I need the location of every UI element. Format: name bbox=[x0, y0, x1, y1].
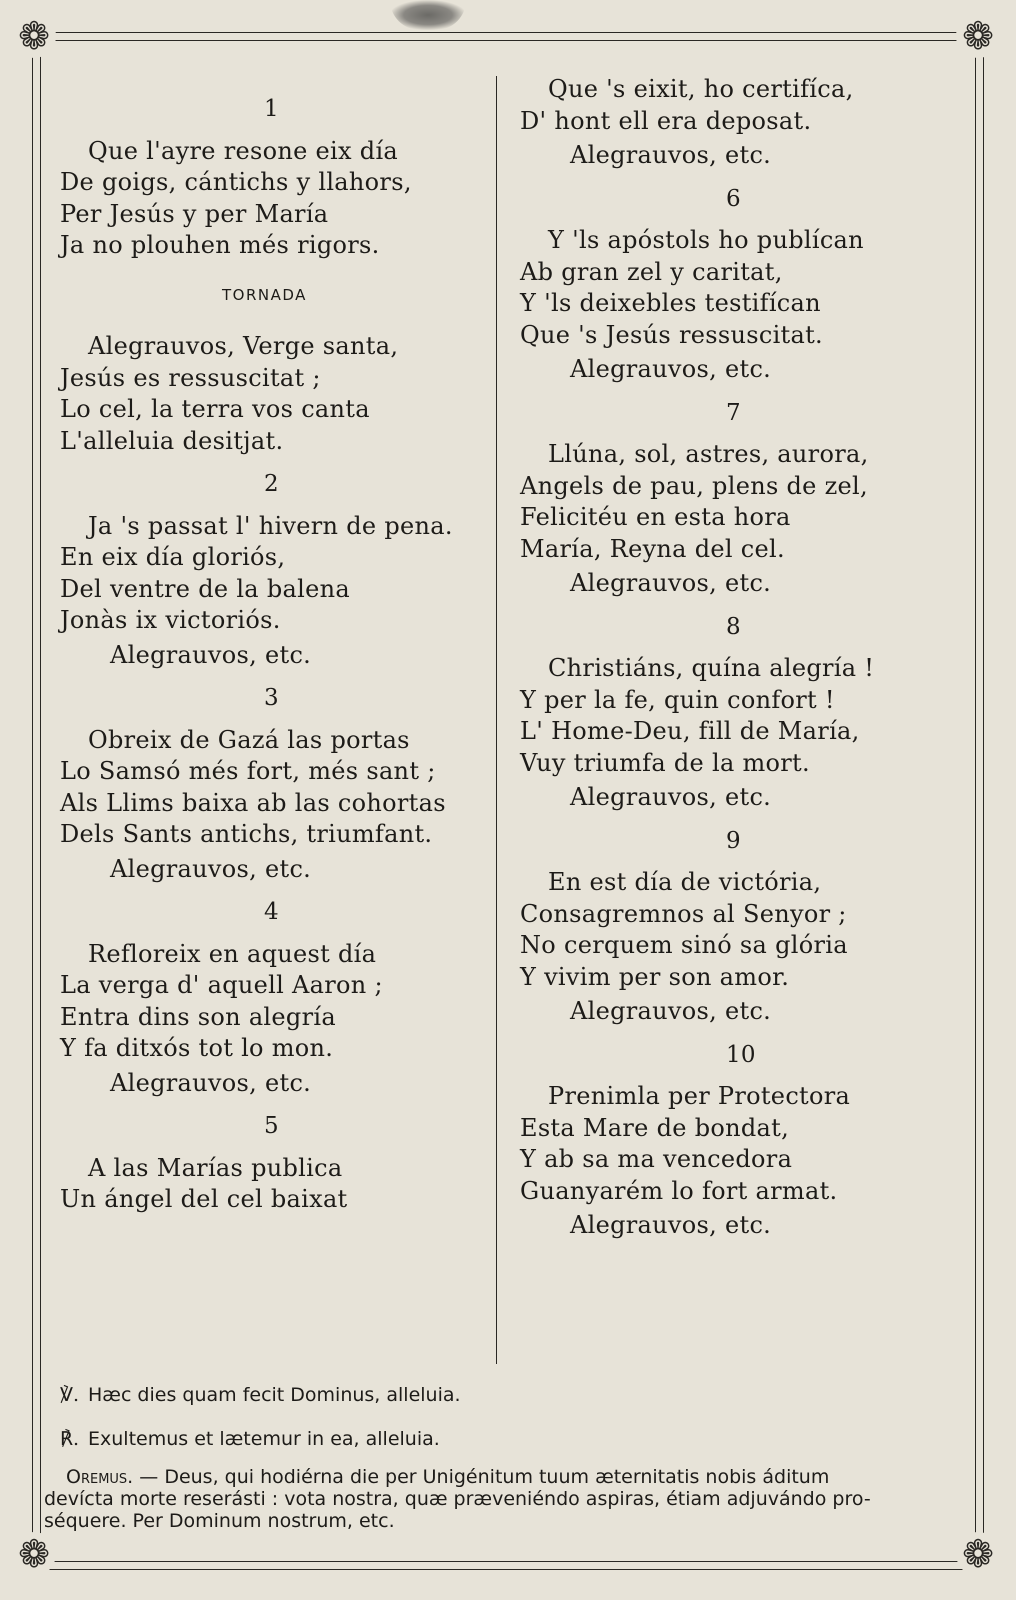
column-divider bbox=[496, 76, 497, 1364]
verse-lines bbox=[60, 136, 460, 262]
verse-line: María, Reyna del cel. bbox=[520, 534, 785, 563]
verse-block bbox=[60, 469, 460, 671]
response bbox=[60, 1428, 960, 1450]
verse-line: Christiáns, quína alegría ! bbox=[548, 654, 875, 682]
verse-block bbox=[60, 897, 460, 1099]
verse-line: Y per la fe, quin confort ! bbox=[520, 685, 835, 714]
verse-line: Y vivim per son amor. bbox=[520, 962, 790, 991]
chorus-refrain: Alegrauvos, etc. bbox=[570, 997, 772, 1025]
verse-line: D' hont ell era deposat. bbox=[520, 106, 812, 135]
chorus-refrain: Alegrauvos, etc. bbox=[570, 355, 772, 383]
verse-number: 6 bbox=[726, 185, 741, 212]
verse-line: Vuy triumfa de la mort. bbox=[520, 748, 810, 777]
oremus-line: devícta morte reserásti : vota nostra, quæ præveniéndo aspiras, étiam adjuvándo pro- bbox=[44, 1488, 871, 1510]
verse-line: Llúna, sol, astres, aurora, bbox=[548, 440, 869, 468]
verse-lines bbox=[60, 331, 460, 457]
oremus-label: Oremus. bbox=[66, 1466, 134, 1488]
verse-line: A las Marías publica bbox=[88, 1153, 343, 1182]
verse-lines bbox=[520, 1081, 890, 1207]
corner-ornament-icon: ❁ bbox=[12, 14, 56, 58]
verse-line: Y ab sa ma vencedora bbox=[520, 1145, 793, 1173]
chorus-refrain: Alegrauvos, etc. bbox=[110, 1068, 312, 1097]
verse-number: 4 bbox=[264, 899, 279, 925]
verse-number: 2 bbox=[264, 471, 279, 497]
verse-line: L'alleluia desitjat. bbox=[60, 426, 284, 455]
verse-line: De goigs, cántichs y llahors, bbox=[60, 168, 412, 196]
verse-lines bbox=[60, 939, 460, 1065]
verse-number: 3 bbox=[264, 685, 279, 711]
verse-line: Ja 's passat l' hivern de pena. bbox=[88, 511, 453, 540]
chorus-refrain: Alegrauvos, etc. bbox=[570, 1211, 772, 1239]
verse-line: Jesús es ressuscitat ; bbox=[60, 363, 321, 392]
verse-lines bbox=[60, 725, 460, 851]
verse-line: Consagremnos al Senyor ; bbox=[520, 899, 847, 928]
verse-line: Lo cel, la terra vos canta bbox=[60, 395, 370, 423]
verse-number: 7 bbox=[726, 399, 741, 426]
verse-line: La verga d' aquell Aaron ; bbox=[60, 971, 383, 999]
verse-line: Obreix de Gazá las portas bbox=[88, 725, 410, 754]
verse-lines bbox=[60, 1153, 460, 1216]
verse-block bbox=[520, 612, 890, 814]
verse-line: Entra dins son alegría bbox=[60, 1002, 336, 1031]
verse-line: Guanyarém lo fort armat. bbox=[520, 1176, 838, 1205]
chorus-refrain: Alegrauvos, etc. bbox=[110, 854, 312, 883]
verse-lines bbox=[520, 225, 890, 351]
verse-number: 5 bbox=[264, 1113, 279, 1139]
verse-line: Del ventre de la balena bbox=[60, 574, 350, 603]
verse-line: Jonàs ix victoriós. bbox=[60, 606, 281, 634]
response-symbol: ℟. bbox=[60, 1428, 80, 1450]
chorus-refrain: Alegrauvos, etc. bbox=[110, 640, 312, 669]
verse-line: Esta Mare de bondat, bbox=[520, 1113, 790, 1142]
verse-block bbox=[60, 94, 460, 262]
verse-line: Prenimla per Protectora bbox=[548, 1082, 851, 1110]
verse-lines bbox=[60, 511, 460, 637]
oremus-line bbox=[44, 1466, 960, 1488]
corner-ornament-icon: ❁ bbox=[12, 1532, 56, 1576]
verse-block bbox=[520, 826, 890, 1028]
verse-block bbox=[520, 1040, 890, 1242]
verse-line: Y fa ditxós tot lo mon. bbox=[60, 1034, 334, 1062]
verse-lines bbox=[520, 439, 890, 565]
corner-ornament-icon: ❁ bbox=[956, 1532, 1000, 1576]
oremus-line-text: — Deus, qui hodiérna die per Unigénitum tuum æternitatis nobis áditum bbox=[139, 1466, 830, 1488]
paper-stain bbox=[390, 0, 466, 30]
verse-line: Un ángel del cel baixat bbox=[60, 1185, 348, 1213]
verse-line: Lo Samsó més fort, més sant ; bbox=[60, 757, 436, 785]
tornada-block bbox=[60, 280, 460, 458]
verse-number: 9 bbox=[726, 827, 741, 854]
versicle-text: Hæc dies quam fecit Dominus, alleluia. bbox=[88, 1384, 461, 1406]
tornada-label: TORNADA bbox=[222, 285, 307, 304]
verse-line: Angels de pau, plens de zel, bbox=[520, 471, 868, 500]
verse-lines bbox=[520, 74, 890, 137]
verse-line: Y 'ls deixebles testifícan bbox=[520, 289, 821, 317]
versicle bbox=[60, 1384, 960, 1406]
chorus-refrain: Alegrauvos, etc. bbox=[570, 569, 772, 597]
verse-line: Que l'ayre resone eix día bbox=[88, 136, 399, 165]
verse-line: Dels Sants antichs, triumfant. bbox=[60, 820, 433, 848]
corner-ornament-icon: ❁ bbox=[956, 14, 1000, 58]
verse-lines bbox=[520, 653, 890, 779]
verse-line: Que 's eixit, ho certifíca, bbox=[548, 75, 854, 103]
verse-number: 8 bbox=[726, 613, 741, 640]
verse-line: En eix día gloriós, bbox=[60, 543, 286, 571]
verse-line: L' Home-Deu, fill de María, bbox=[520, 717, 860, 745]
verse-line: Felicitéu en esta hora bbox=[520, 503, 791, 531]
verse-block bbox=[520, 398, 890, 600]
right-column bbox=[520, 74, 890, 1254]
verse-line: Refloreix en aquest día bbox=[88, 939, 377, 968]
oremus-prayer bbox=[44, 1466, 960, 1532]
verse-number: 1 bbox=[264, 96, 279, 122]
verse-lines bbox=[520, 867, 890, 993]
verse-block bbox=[60, 683, 460, 885]
verse-line: Alegrauvos, Verge santa, bbox=[88, 332, 399, 360]
verse-line: Y 'ls apóstols ho publícan bbox=[548, 226, 864, 254]
chorus-refrain: Alegrauvos, etc. bbox=[570, 783, 772, 811]
verse-line: No cerquem sinó sa glória bbox=[520, 931, 848, 959]
oremus-line: séquere. Per Dominum nostrum, etc. bbox=[44, 1510, 395, 1532]
response-text: Exultemus et lætemur in ea, alleluia. bbox=[88, 1428, 440, 1450]
verse-line: Ab gran zel y caritat, bbox=[520, 257, 783, 286]
verse-block bbox=[60, 1111, 460, 1216]
left-column bbox=[60, 88, 460, 1228]
versicle-symbol: ℣. bbox=[60, 1384, 80, 1406]
verse-line: Ja no plouhen més rigors. bbox=[60, 231, 380, 259]
verse-line: Per Jesús y per María bbox=[60, 199, 329, 228]
verse-line: Que 's Jesús ressuscitat. bbox=[520, 320, 823, 349]
verse-line: En est día de victória, bbox=[548, 868, 822, 896]
verse-block bbox=[520, 74, 890, 172]
verse-number: 10 bbox=[726, 1041, 756, 1068]
chorus-refrain: Alegrauvos, etc. bbox=[570, 141, 772, 169]
verse-block bbox=[520, 184, 890, 386]
verse-line: Als Llims baixa ab las cohortas bbox=[60, 788, 446, 817]
